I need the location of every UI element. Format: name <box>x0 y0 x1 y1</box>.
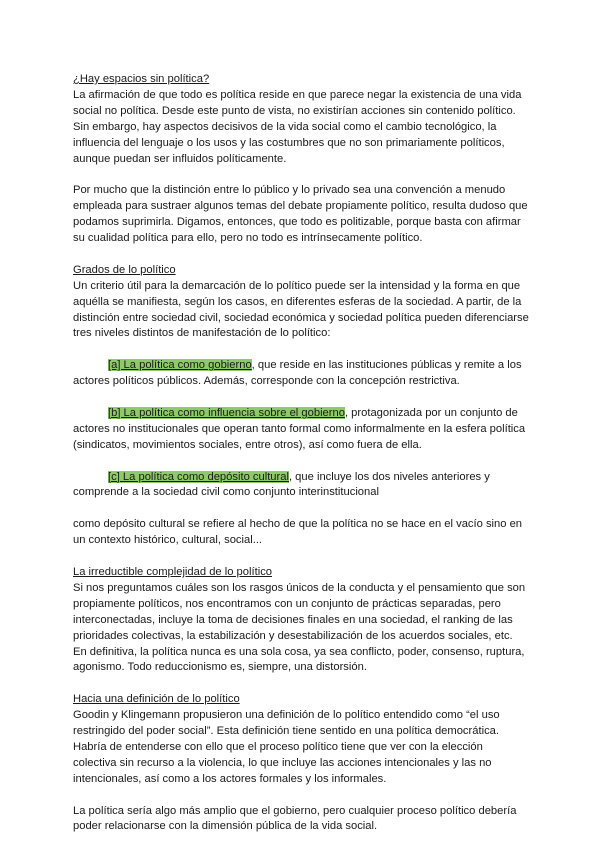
list-item-text: , que reside en las instituciones públicas y remite a los actores políticos públicos. Además, corresponde con la concepción restrictiva. <box>73 359 522 388</box>
section-heading-complejidad: La irreductible complejidad de lo político <box>73 565 273 578</box>
paragraph: Si nos preguntamos cuáles son los rasgos únicos de la conducta y el pensamiento que son propiamente políticos, nos encontramos con un conjunto de prácticas separadas, pero interconectadas, incluye la toma de decisiones finales en una sociedad, el ranking de las prioridades colectivas, la estabilización y desestabilización de los acuerdos sociales, etc. En definitiva, la política nunca es una sola cosa, ya sea conflicto, poder, consenso, ruptura, agonismo. Todo reduccionismo es, siempre, una distorsión. <box>73 581 526 674</box>
paragraph-gap <box>73 676 529 692</box>
section-heading-definicion: Hacia una definición de lo político <box>73 693 240 706</box>
list-item-text: , protagonizada por un conjunto de actores no institucionales que operan tanto formal como informalmente en la esfera política (sindicatos, movimientos sociales, entre otros), así como fuera de ella. <box>73 406 526 451</box>
list-item-gobierno <box>73 358 529 390</box>
paragraph: Por mucho que la distinción entre lo público y lo privado sea una convención a menudo empleada para sustraer algunos temas del debate propiamente político, resulta dudoso que podamos suprimirla. Digamos, entonces, que todo es politizable, porque basta con afirmar su cualidad política para ello, pero no todo es intrínsecamente político. <box>73 184 528 245</box>
paragraph: La política sería algo más amplio que el gobierno, pero cualquier proceso político debería poder relacionarse con la dimensión pública de la vida social. <box>73 804 517 833</box>
paragraph-gap <box>73 549 529 565</box>
highlighted-term: [a] La política como gobierno <box>108 359 252 372</box>
section-heading-espacios: ¿Hay espacios sin política? <box>73 73 210 85</box>
paragraph: como depósito cultural se refiere al hecho de que la política no se hace en el vacío sino en un contexto histórico, cultural, social... <box>73 518 523 547</box>
paragraph: La afirmación de que todo es política reside en que parece negar la existencia de una vida social no política. Desde este punto de vista, no existirían acciones sin contenido político. Sin embargo, hay aspectos decisivos de la vida social como el cambio tecnológico, la influencia del lenguaje o los usos y las costumbres que no son primariamente políticos, aunque puedan ser influidos políticamente. <box>73 88 522 165</box>
paragraph-gap <box>73 247 529 263</box>
paragraph-gap <box>73 501 529 517</box>
paragraph-gap <box>73 788 529 804</box>
paragraph-gap <box>73 390 529 406</box>
paragraph: Goodin y Klingemann propusieron una definición de lo político entendido como “el uso restringido del poder social”. Esta definición tiene sentido en una política democrática. Habría de entenderse con ello que el proceso político tiene que ver con la elección colectiva sin recurso a la violencia, lo que incluye las acciones intencionales y las no intencionales, así como a los actores formales y los informales. <box>73 709 500 785</box>
list-item-text: , que incluye los dos niveles anteriores y comprende a la sociedad civil como conjunto interinstitucional <box>73 470 490 499</box>
list-item-deposito <box>73 470 529 502</box>
paragraph-gap <box>73 454 529 470</box>
list-item-influencia <box>73 406 529 454</box>
highlighted-term: [b] La política como influencia sobre el gobierno <box>108 406 345 419</box>
paragraph-gap <box>73 342 529 358</box>
paragraph: Un criterio útil para la demarcación de lo político puede ser la intensidad y la forma en que aquélla se manifiesta, según los casos, en diferentes esferas de la sociedad. A partir, de la distinción entre sociedad civil, sociedad económica y sociedad política pueden diferenciarse tres niveles distintos de manifestación de lo político: <box>73 279 529 340</box>
highlighted-term: [c] La política como depósito cultural <box>108 470 289 483</box>
document-page <box>73 72 529 835</box>
paragraph-gap <box>73 167 529 183</box>
section-heading-grados: Grados de lo político <box>73 263 176 276</box>
